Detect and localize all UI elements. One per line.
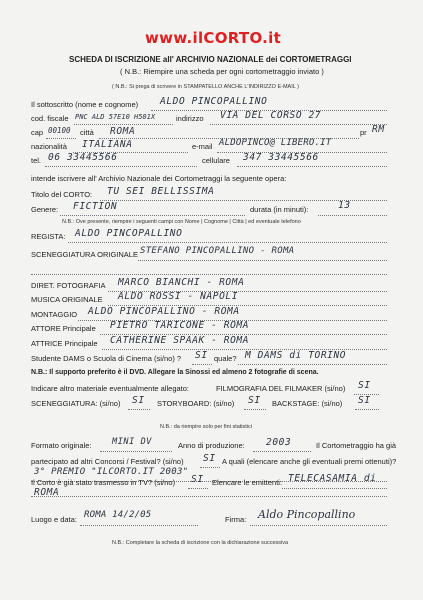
cf-line (74, 124, 173, 125)
tv-line (188, 488, 208, 489)
city-label: città (80, 128, 94, 137)
backstage-field[interactable]: SI (358, 395, 371, 406)
actress-label: ATTRICE Principale (31, 339, 98, 348)
tv-field[interactable]: SI (191, 474, 204, 485)
cell-line (237, 166, 387, 167)
contests-line (200, 467, 220, 468)
contests-detail-field[interactable]: 3° PREMIO "ILCORTO.IT 2003" (34, 467, 189, 477)
cf-label: cod. fiscale (31, 114, 69, 123)
which-contests-label: A quali (elencare anche gli eventuali premi ottenuti)? (222, 457, 397, 466)
screenplay-field[interactable]: STEFANO PINCOPALLINO - ROMA (140, 246, 295, 256)
cap-line (46, 138, 76, 139)
site-logo: www.ilCORTO.it (145, 29, 282, 47)
place-date-line (80, 525, 198, 526)
format-label: Formato originale: (31, 441, 92, 450)
form-subtitle: ( N.B.: Riempire una scheda per ogni cortometraggio inviato ) (120, 67, 324, 76)
cap-label: cap (31, 128, 44, 137)
signature-label: Firma: (225, 515, 247, 524)
actress-field[interactable]: CATHERINE SPAAK - ROMA (110, 335, 250, 346)
year-field[interactable]: 2003 (266, 437, 292, 448)
duration-label: durata (in minuti): (250, 205, 309, 214)
photo-label: DIRET. FOTOGRAFIA (31, 281, 106, 290)
music-field[interactable]: ALDO ROSSI - NAPOLI (118, 291, 239, 302)
signature-field[interactable]: Aldo Pincopallino (258, 508, 356, 521)
which-school-line (238, 364, 387, 365)
storyboard-line (244, 409, 266, 410)
place-date-field[interactable]: ROMA 14/2/05 (84, 510, 152, 520)
city-field[interactable]: ROMA (110, 126, 136, 137)
duration-field[interactable]: 13 (338, 200, 351, 211)
screenplay-label: SCENEGGIATURA ORIGINALE (31, 250, 138, 259)
film-title-field[interactable]: TU SEI BELLISSIMA (107, 186, 215, 197)
director-label: REGISTA: (31, 232, 66, 241)
email-field[interactable]: ALDOPINCO@ LIBERO.IT (219, 138, 332, 148)
backstage-label: BACKSTAGE: (si/no) (272, 399, 343, 408)
editing-label: MONTAGGIO (31, 310, 78, 319)
cell-field[interactable]: 347 33445566 (243, 152, 319, 163)
storyboard-field[interactable]: SI (248, 395, 261, 406)
storyboard-label: STORYBOARD: (si/no) (157, 399, 235, 408)
backstage-line (355, 409, 379, 410)
name-label: Il sottoscritto (nome e cognome) (31, 100, 139, 109)
broadcasters-label: Elencare le emittenti: (212, 478, 283, 487)
tel-field[interactable]: 06 33445566 (48, 152, 118, 163)
dvd-note: N.B.: Il supporto preferito è il DVD. Allegare la Sinossi ed almeno 2 fotografie di scena. (31, 369, 319, 376)
director-field[interactable]: ALDO PINCOPALLINO (75, 228, 183, 239)
music-label: MUSICA ORIGINALE (31, 295, 103, 304)
year-label: Anno di produzione: (178, 441, 245, 450)
format-field[interactable]: MINI DV (112, 437, 153, 447)
contests-detail-line-2 (31, 496, 387, 497)
genre-line (60, 215, 245, 216)
final-note: N.B.: Completare la scheda di iscrizione con la dichiarazione successiva (112, 540, 289, 546)
editing-field[interactable]: ALDO PINCOPALLINO - ROMA (88, 306, 240, 317)
intent-label: intende iscrivere all' Archivio Nazionale dei Cortometraggi la seguente opera: (31, 174, 287, 183)
school-field[interactable]: SI (195, 350, 208, 361)
tv-label: Il Corto è già stato trasmesso in TV? (si/no) (31, 478, 176, 487)
which-school-field[interactable]: M DAMS di TORINO (245, 350, 347, 361)
broadcasters-field[interactable]: TELECASAMIA di (288, 473, 377, 484)
broadcasters-line (282, 488, 387, 489)
contests-label-2: partecipato ad altri Concorsi / Festival? (si/no) (31, 457, 184, 466)
nationality-label: nazionalità (31, 142, 67, 151)
genre-label: Genere: (31, 205, 59, 214)
name-field[interactable]: ALDO PINCOPALLINO (160, 96, 268, 107)
genre-field[interactable]: FICTION (73, 201, 118, 212)
actor-field[interactable]: PIETRO TARICONE - ROMA (110, 320, 250, 331)
cf-field[interactable]: PNC ALD 57E10 H501X (75, 113, 156, 121)
signature-line (250, 525, 387, 526)
screenplay-line (138, 260, 387, 261)
email-label: e-mail (192, 142, 213, 151)
photo-field[interactable]: MARCO BIANCHI - ROMA (118, 277, 245, 288)
which-school-label: quale? (214, 354, 237, 363)
pr-label: pr (360, 128, 367, 137)
duration-line (318, 215, 387, 216)
format-line (100, 451, 172, 452)
tel-line (45, 166, 197, 167)
address-label: indirizzo (176, 114, 204, 123)
scenegg-label: SCENEGGIATURA: (si/no) (31, 399, 121, 408)
caps-note: ( N.B.: Si prega di scrivere in STAMPATELLO ANCHE L'INDIRIZZO E-MAIL ) (112, 84, 299, 90)
place-date-label: Luogo e data: (31, 515, 77, 524)
year-line (253, 451, 311, 452)
form-title: SCHEDA DI ISCRIZIONE all' ARCHIVIO NAZIONALE dei CORTOMETRAGGI (69, 55, 352, 64)
filmography-field[interactable]: SI (358, 380, 371, 391)
stats-note: N.B.: da riempire solo per fini statistici (160, 424, 253, 430)
scenegg-line (128, 409, 150, 410)
address-field[interactable]: VIA DEL CORSO 27 (220, 110, 322, 121)
filmography-label: FILMOGRAFIA DEL FILMAKER (si/no) (216, 384, 346, 393)
school-label: Studente DAMS o Scuola di Cinema (si/no) ? (31, 354, 182, 363)
screenplay-line-2 (31, 274, 387, 275)
other-material-label: Indicare altro materiale eventualmente allegato: (31, 384, 190, 393)
broadcasters-field-2[interactable]: ROMA (34, 487, 60, 498)
actor-label: ATTORE Principale (31, 324, 96, 333)
school-line (192, 364, 212, 365)
film-title-label: Titolo del CORTO: (31, 190, 93, 199)
scenegg-field[interactable]: SI (132, 395, 145, 406)
cell-label: cellulare (202, 156, 230, 165)
tel-label: tel. (31, 156, 42, 165)
address-line (210, 124, 387, 125)
contests-field[interactable]: SI (203, 453, 216, 464)
cap-field[interactable]: 00100 (48, 126, 71, 135)
nationality-field[interactable]: ITALIANA (82, 139, 133, 150)
contests-label-1: Il Cortometraggio ha già (316, 441, 397, 450)
director-line (68, 242, 387, 243)
names-note: N.B.: Ove presente, riempire i seguenti campi con Nome | Cognome | Città | ed eventuale telefono (62, 219, 301, 225)
pr-field[interactable]: RM (372, 124, 385, 135)
